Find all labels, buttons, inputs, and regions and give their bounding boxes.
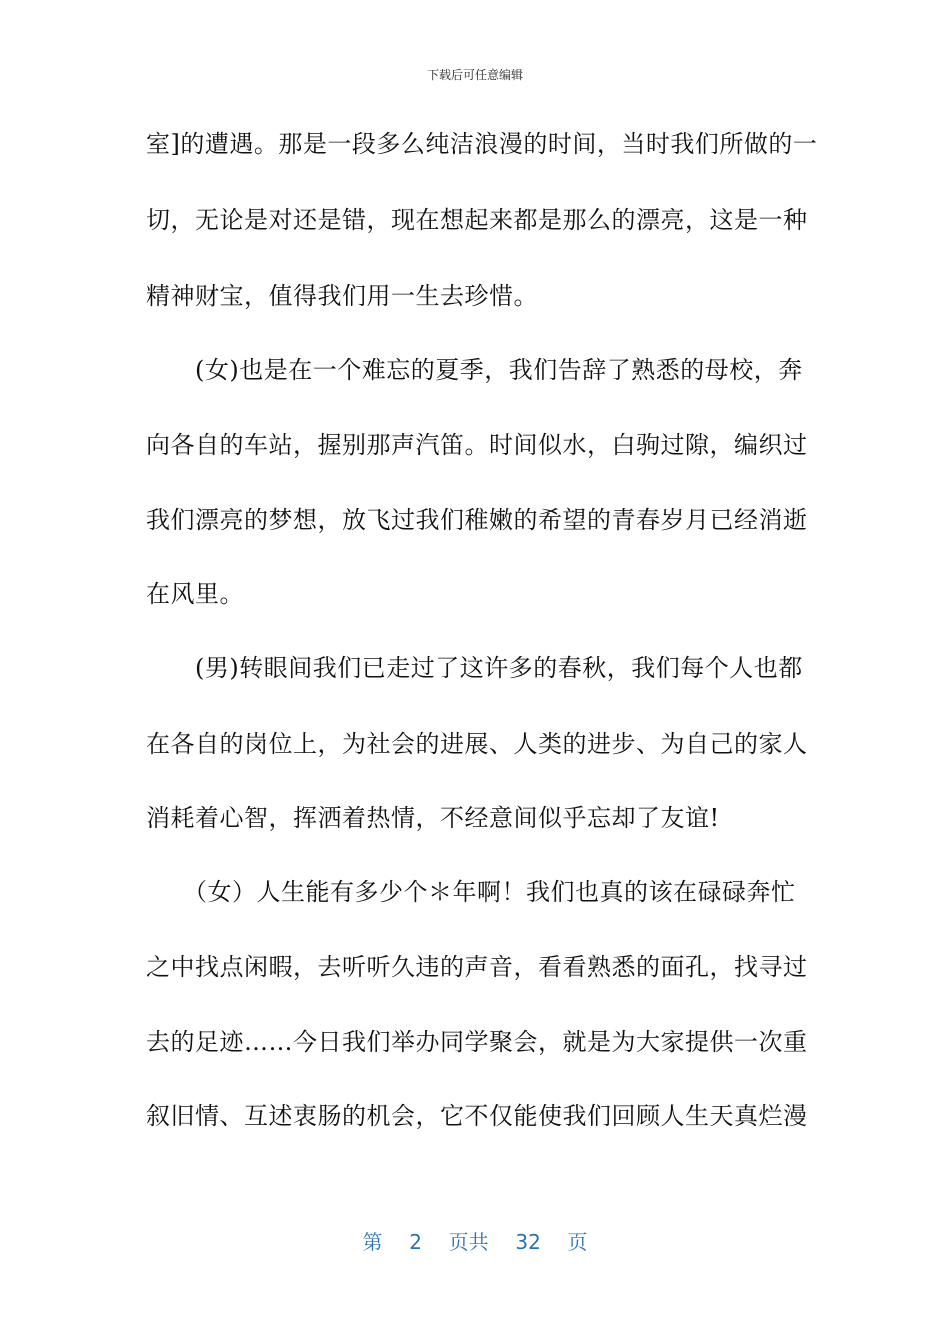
body-line: 精神财宝，值得我们用一生去珍惜。 bbox=[146, 282, 538, 310]
body-line: （女）人生能有多少个＊年啊！我们也真的该在碌碌奔忙 bbox=[146, 878, 796, 906]
body-line: 在各自的岗位上，为社会的进展、人类的进步、为自己的家人 bbox=[146, 730, 808, 758]
body-line: 我们漂亮的梦想，放飞过我们稚嫩的希望的青春岁月已经消逝 bbox=[146, 506, 808, 534]
body-line: (男)转眼间我们已走过了这许多的春秋，我们每个人也都 bbox=[146, 654, 803, 682]
total-page-number: 32 bbox=[515, 1230, 541, 1254]
footer-suffix: 页 bbox=[567, 1230, 588, 1254]
body-line: (女)也是在一个难忘的夏季，我们告辞了熟悉的母校，奔 bbox=[146, 356, 803, 384]
body-line: 室]的遭遇。那是一段多么纯洁浪漫的时间，当时我们所做的一 bbox=[146, 130, 818, 158]
current-page-number: 2 bbox=[409, 1230, 422, 1254]
page-footer bbox=[0, 1226, 950, 1255]
body-line: 叙旧情、互述衷肠的机会，它不仅能使我们回顾人生天真烂漫 bbox=[146, 1102, 808, 1130]
body-line: 消耗着心智，挥洒着热情，不经意间似乎忘却了友谊! bbox=[146, 804, 720, 832]
body-line: 之中找点闲暇，去听听久违的声音，看看熟悉的面孔，找寻过 bbox=[146, 953, 808, 981]
body-line: 切，无论是对还是错，现在想起来都是那么的漂亮，这是一种 bbox=[146, 206, 808, 234]
body-line: 向各自的车站，握别那声汽笛。时间似水，白驹过隙，编织过 bbox=[146, 431, 808, 459]
footer-prefix: 第 bbox=[362, 1230, 383, 1254]
page-header: 下载后可任意编辑 bbox=[426, 68, 523, 82]
body-line: 在风里。 bbox=[146, 580, 244, 608]
footer-middle: 页共 bbox=[448, 1230, 489, 1254]
body-line: 去的足迹……今日我们举办同学聚会，就是为大家提供一次重 bbox=[146, 1028, 808, 1056]
